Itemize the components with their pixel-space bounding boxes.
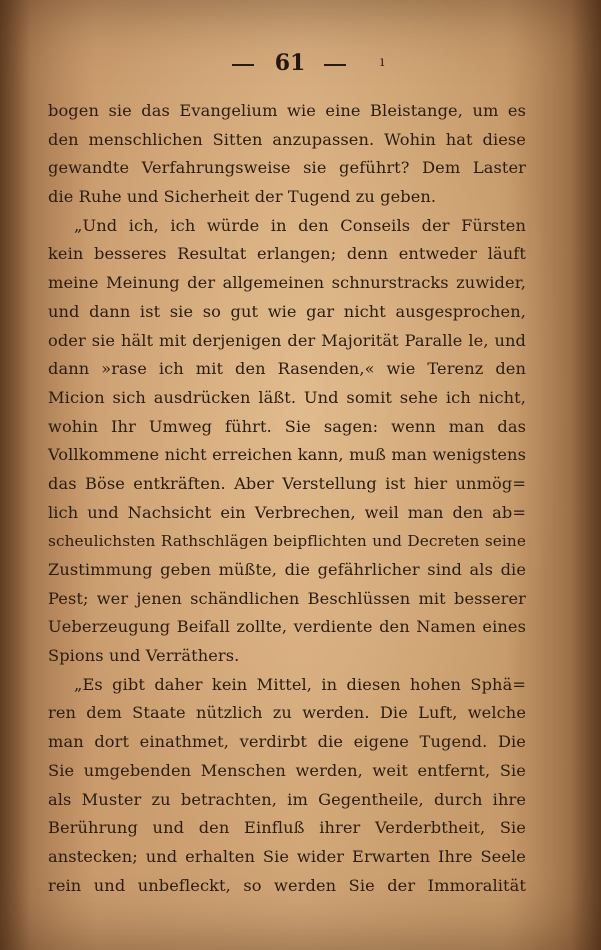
text-line: die Ruhe und Sicherheit der Tugend zu geben. bbox=[48, 187, 437, 207]
text-line: „Und ich, ich würde in den Conseils der Fürsten bbox=[74, 215, 526, 235]
text-line: den menschlichen Sitten anzupassen. Wohin hat diese bbox=[48, 129, 526, 149]
header-dash-left bbox=[232, 64, 254, 66]
text-line: anstecken; und erhalten Sie wider Erwarten Ihre Seele bbox=[48, 846, 526, 866]
text-line: Micion sich ausdrücken läßt. Und somit sehe ich nicht, bbox=[48, 387, 526, 407]
text-line: Berührung und den Einfluß ihrer Verderbtheit, Sie bbox=[48, 818, 526, 838]
text-line: Zustimmung geben müßte, die gefährlicher sind als die bbox=[48, 560, 526, 579]
text-line: bogen sie das Evangelium wie eine Bleistange, um es bbox=[48, 101, 526, 120]
text-line: Ueberzeugung Beifall zollte, verdiente den Namen eines bbox=[48, 617, 526, 637]
text-line: Vollkommene nicht erreichen kann, muß man wenigstens bbox=[48, 445, 526, 465]
page-header bbox=[0, 48, 601, 78]
body-text bbox=[48, 97, 526, 900]
text-line: oder sie hält mit derjenigen der Majorität Paralle le, und bbox=[48, 330, 526, 350]
text-line: lich und Nachsicht ein Verbrechen, weil man den ab= bbox=[48, 502, 526, 522]
text-line: gewandte Verfahrungsweise sie geführt? Dem Laster bbox=[48, 158, 526, 178]
header-dash-right bbox=[324, 64, 346, 66]
text-line: dann »rase ich mit den Rasenden,« wie Terenz den bbox=[48, 359, 526, 379]
text-line: „Es gibt daher kein Mittel, in diesen hohen Sphä= bbox=[74, 674, 526, 694]
stray-mark: ı bbox=[380, 54, 385, 70]
text-line: rein und unbefleckt, so werden Sie der Immoralität bbox=[48, 875, 526, 895]
text-line: ren dem Staate nützlich zu werden. Die Luft, welche bbox=[48, 703, 526, 723]
text-line: man dort einathmet, verdirbt die eigene Tugend. Die bbox=[48, 732, 526, 752]
text-line: Spions und Verräthers. bbox=[48, 646, 240, 666]
text-line: Sie umgebenden Menschen werden, weit entfernt, Sie bbox=[48, 760, 526, 780]
text-line: scheulichsten Rathschlägen beipflichten und Decreten seine bbox=[48, 532, 526, 551]
page-number: 61 bbox=[274, 50, 306, 76]
text-line: kein besseres Resultat erlangen; denn entweder läuft bbox=[48, 244, 526, 264]
text-line: meine Meinung der allgemeinen schnurstracks zuwider, bbox=[48, 273, 526, 293]
text-line: und dann ist sie so gut wie gar nicht ausgesprochen, bbox=[48, 301, 526, 321]
text-line: als Muster zu betrachten, im Gegentheile, durch ihre bbox=[48, 789, 526, 809]
text-line: Pest; wer jenen schändlichen Beschlüssen mit besserer bbox=[48, 588, 526, 608]
text-line: wohin Ihr Umweg führt. Sie sagen: wenn man das bbox=[48, 416, 526, 436]
text-line: das Böse entkräften. Aber Verstellung ist hier unmög= bbox=[48, 473, 526, 493]
